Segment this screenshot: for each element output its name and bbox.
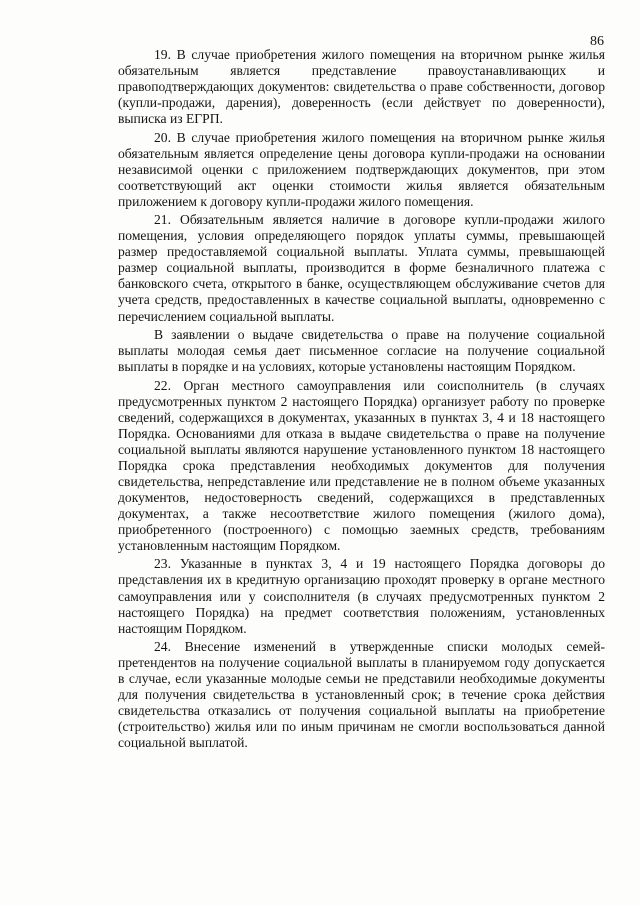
paragraph-24: 24. Внесение изменений в утвержденные списки молодых семей-претендентов на получение социальной выплаты в планируемом году допускается в случае, если указанные молодые семьи не представили необходимые документы для получения свидетельства в установленный срок; в течение срока действия свидетельства отказались от получения социальной выплаты на приобретение (строительство) жилья или по иным причинам не смогли воспользоваться данной социальной выплатой. — [118, 639, 605, 751]
paragraph-23: 23. Указанные в пунктах 3, 4 и 19 настоящего Порядка договоры до представления их в кредитную организацию проходят проверку в органе местного самоуправления или у соисполнителя (в случаях предусмотренных пунктом 2 настоящего Порядка) на предмет соответствия положениям, установленных настоящим Порядком. — [118, 556, 605, 636]
paragraph-19: 19. В случае приобретения жилого помещения на вторичном рынке жилья обязательным является представление правоустанавливающих и правоподтверждающих документов: свидетельства о праве собственности, договор (купли-продажи, дарения), доверенность (если действует по доверенности), выписка из ЕГРП. — [118, 47, 605, 127]
paragraph-20: 20. В случае приобретения жилого помещения на вторичном рынке жилья обязательным является определение цены договора купли-продажи на основании независимой оценки с приложением подтверждающих документов, при этом соответствующий акт оценки стоимости жилья является обязательным приложением к договору купли-продажи жилого помещения. — [118, 129, 605, 209]
paragraph-21: 21. Обязательным является наличие в договоре купли-продажи жилого помещения, условия определяющего порядок уплаты суммы, превышающей размер предоставляемой социальной выплаты. Уплата суммы, превышающей размер социальной выплаты, производится в форме безналичного платежа с банковского счета, открытого в банке, осуществляющем обслуживание счетов для учета средств, предоставленных в качестве социальной выплаты, одновременно с перечислением социальной выплаты. — [118, 212, 605, 324]
paragraph-21-statement: В заявлении о выдаче свидетельства о праве на получение социальной выплаты молодая семья дает письменное согласие на получение социальной выплаты в порядке и на условиях, которые установлены настоящим Порядком. — [118, 326, 605, 375]
document-body — [118, 47, 605, 754]
paragraph-22: 22. Орган местного самоуправления или соисполнитель (в случаях предусмотренных пунктом 2 настоящего Порядка) организует работу по проверке сведений, содержащихся в документах, указанных в пунктах 3, 4 и 18 настоящего Порядка. Основаниями для отказа в выдаче свидетельства о праве на получение социальной выплаты являются нарушение установленного пунктом 18 настоящего Порядка срока представления необходимых документов для получения свидетельства, непредставление или представление не в полном объеме указанных документов, недостоверность сведений, содержащихся в представленных документах, а также несоответствие жилого помещения (жилого дома), приобретенного (построенного) с помощью заемных средств, требованиям установленным настоящим Порядком. — [118, 377, 605, 553]
page-number: 86 — [590, 34, 604, 49]
